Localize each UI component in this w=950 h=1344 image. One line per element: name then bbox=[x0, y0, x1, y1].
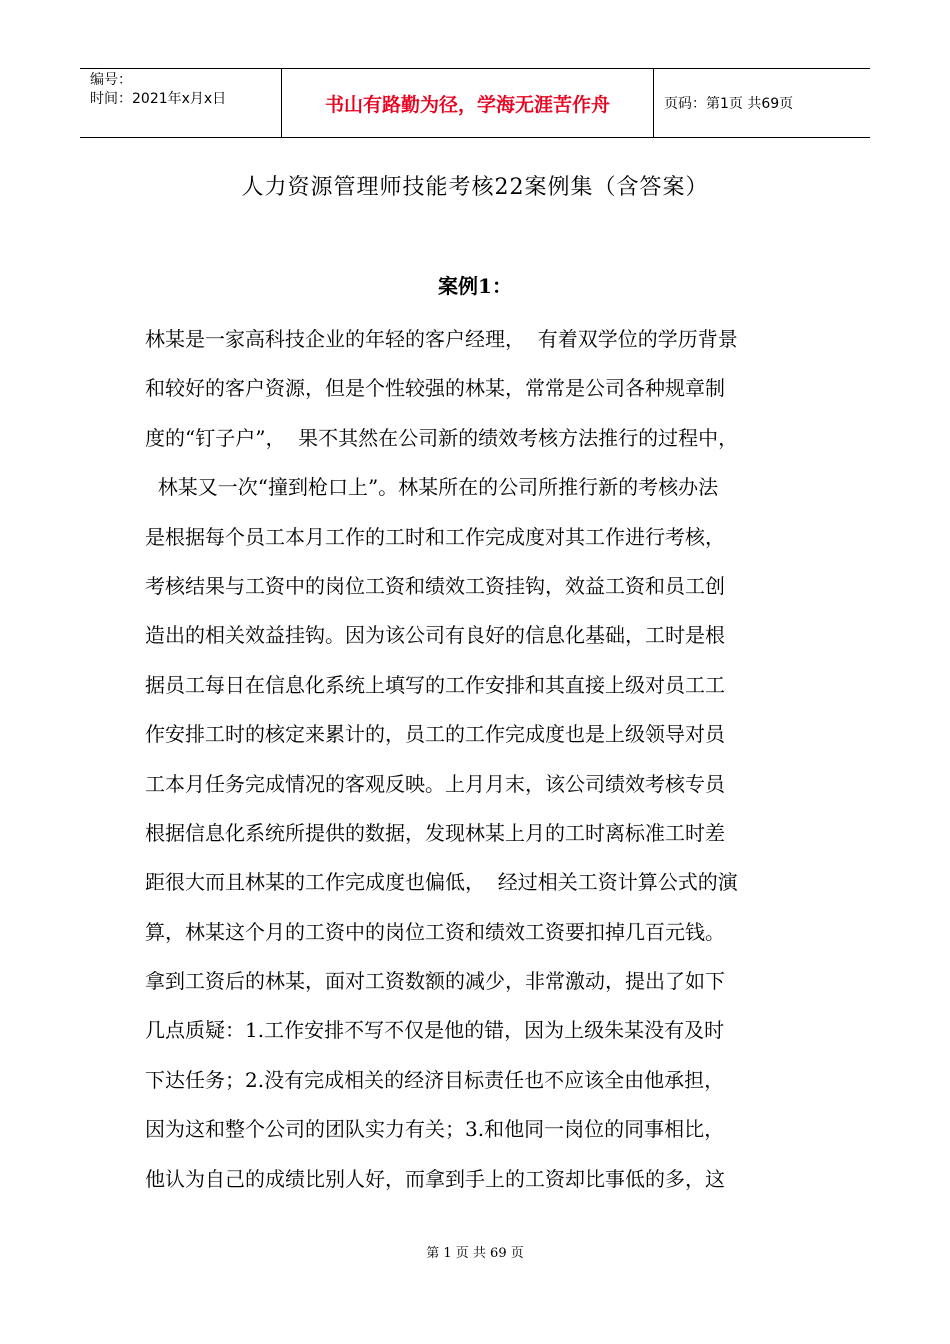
body-line: 算，林某这个月的工资中的岗位工资和绩效工资要扣掉几百元钱。 bbox=[145, 919, 725, 944]
body-text bbox=[145, 315, 825, 1204]
body-line: 距很大而且林某的工作完成度也偏低， 经过相关工资计算公式的演 bbox=[145, 870, 738, 895]
document-title: 人力资源管理师技能考核22案例集（含答案） bbox=[241, 175, 709, 200]
body-line: 林某又一次“撞到枪口上”。林某所在的公司所推行新的考核办法 bbox=[145, 475, 719, 500]
header-motto: 书山有路勤为径，学海无涯苦作舟 bbox=[281, 69, 654, 137]
body-line: 林某是一家高科技企业的年轻的客户经理， 有着双学位的学历背景 bbox=[145, 327, 738, 351]
body-line: 度的“钉子户”， 果不其然在公司新的绩效考核方法推行的过程中， bbox=[145, 425, 739, 450]
body-line: 是根据每个员工本月工作的工时和工作完成度对其工作进行考核， bbox=[145, 524, 725, 549]
body-line: 下达任务；2.没有完成相关的经济目标责任也不应该全由他承担， bbox=[145, 1067, 725, 1092]
header-table bbox=[80, 68, 870, 138]
body-line: 因为这和整个公司的团队实力有关；3.和他同一岗位的同事相比， bbox=[145, 1117, 725, 1142]
body-line: 他认为自己的成绩比别人好，而拿到手上的工资却比事低的多，这 bbox=[145, 1166, 725, 1191]
body-line: 作安排工时的核定来累计的，员工的工作完成度也是上级领导对员 bbox=[145, 722, 725, 747]
body-line: 拿到工资后的林某，面对工资数额的减少，非常激动，提出了如下 bbox=[145, 969, 725, 994]
body-line: 造出的相关效益挂钩。因为该公司有良好的信息化基础，工时是根 bbox=[145, 623, 725, 648]
body-line: 根据信息化系统所提供的数据，发现林某上月的工时离标准工时差 bbox=[145, 820, 725, 845]
body-line: 几点质疑：1.工作安排不写不仅是他的错，因为上级朱某没有及时 bbox=[145, 1018, 725, 1043]
body-line: 和较好的客户资源，但是个性较强的林某，常常是公司各种规章制 bbox=[145, 376, 725, 401]
body-line: 考核结果与工资中的岗位工资和绩效工资挂钩，效益工资和员工创 bbox=[145, 573, 725, 598]
case-heading: 案例1： bbox=[438, 274, 512, 298]
serial-number-label: 编号： bbox=[90, 72, 132, 88]
page-footer: 第 1 页 共 69 页 bbox=[426, 1246, 524, 1261]
header-page-info: 页码：第1页 共69页 bbox=[664, 96, 794, 112]
body-line: 工本月任务完成情况的客观反映。上月月末，该公司绩效考核专员 bbox=[145, 771, 725, 796]
body-line: 据员工每日在信息化系统上填写的工作安排和其直接上级对员工工 bbox=[145, 672, 725, 697]
header-meta bbox=[80, 69, 281, 137]
date-label: 时间：2021年x月x日 bbox=[90, 91, 227, 107]
